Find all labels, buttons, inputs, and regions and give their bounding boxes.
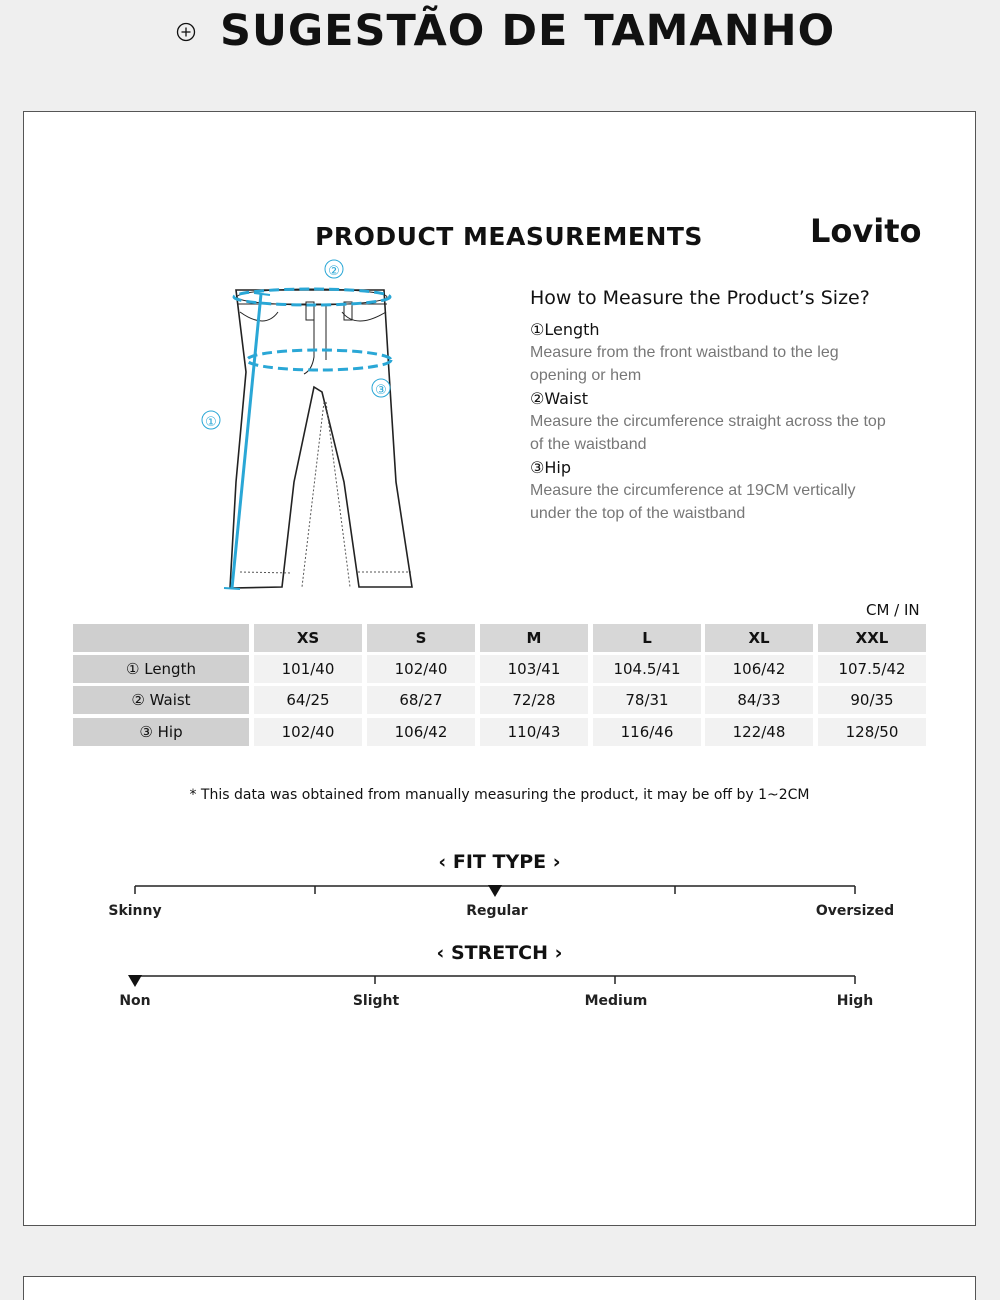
howto-hip-label: ③Hip [530,458,571,477]
table-cell: 106/42 [367,718,475,746]
table-cell: 103/41 [480,655,588,683]
pants-diagram [174,252,414,602]
table-header-cell: M [480,624,588,652]
product-measurements-title: PRODUCT MEASUREMENTS [315,222,703,251]
stretch-label-medium: Medium [584,993,648,1009]
stretch-label-non: Non [119,993,151,1009]
table-cell: 101/40 [254,655,362,683]
howto-waist-desc: Measure the circumference straight across the top of the waistband [530,413,886,453]
waist-marker: ② [328,264,340,279]
table-header-cell: XL [705,624,813,652]
table-cell: 78/31 [593,686,701,714]
table-cell: 106/42 [705,655,813,683]
table-cell: 64/25 [254,686,362,714]
fit-label-oversized: Oversized [815,903,895,919]
table-cell: 107.5/42 [818,655,926,683]
fit-type-title: ‹ FIT TYPE › [438,851,561,873]
table-cell: 110/43 [480,718,588,746]
fit-type-marker [488,885,502,897]
table-cell: 122/48 [705,718,813,746]
howto-length-label: ①Length [530,320,600,339]
size-suggestion-header[interactable] [0,0,1000,64]
howto-length-desc: Measure from the front waistband to the leg opening or hem [530,344,839,384]
hip-marker: ③ [375,383,387,398]
howto-hip-desc: Measure the circumference at 19CM vertically under the top of the waistband [530,482,856,522]
table-cell: 84/33 [705,686,813,714]
table-header-cell: L [593,624,701,652]
plus-circle-icon[interactable] [176,22,196,42]
table-cell: 72/28 [480,686,588,714]
row-label: ③ Hip [73,718,249,746]
table-cell: 102/40 [254,718,362,746]
table-header-cell: XS [254,624,362,652]
length-marker: ① [205,415,217,430]
page-title: SUGESTÃO DE TAMANHO [220,6,836,56]
table-header-cell [73,624,249,652]
stretch-label-slight: Slight [352,993,400,1009]
table-cell: 104.5/41 [593,655,701,683]
stretch-title: ‹ STRETCH › [436,942,563,964]
fit-label-skinny: Skinny [108,903,162,919]
table-cell: 102/40 [367,655,475,683]
stretch-scale [24,970,975,994]
stretch-marker [128,975,142,987]
fit-type-scale [24,880,975,904]
table-cell: 68/27 [367,686,475,714]
table-header-cell: S [367,624,475,652]
unit-label: CM / IN [866,601,920,619]
howto-title: How to Measure the Product’s Size? [530,287,870,309]
howto-waist-label: ②Waist [530,389,588,408]
stretch-label-high: High [836,993,874,1009]
row-label: ② Waist [73,686,249,714]
measurement-note: * This data was obtained from manually measuring the product, it may be off by 1~2CM [189,787,810,803]
row-label: ① Length [73,655,249,683]
size-chart-card [23,111,976,1226]
table-header-cell: XXL [818,624,926,652]
table-cell: 128/50 [818,718,926,746]
brand-logo: Lovito [810,212,922,250]
table-cell: 116/46 [593,718,701,746]
fit-label-regular: Regular [466,903,528,919]
table-cell: 90/35 [818,686,926,714]
next-section-card [23,1276,976,1300]
